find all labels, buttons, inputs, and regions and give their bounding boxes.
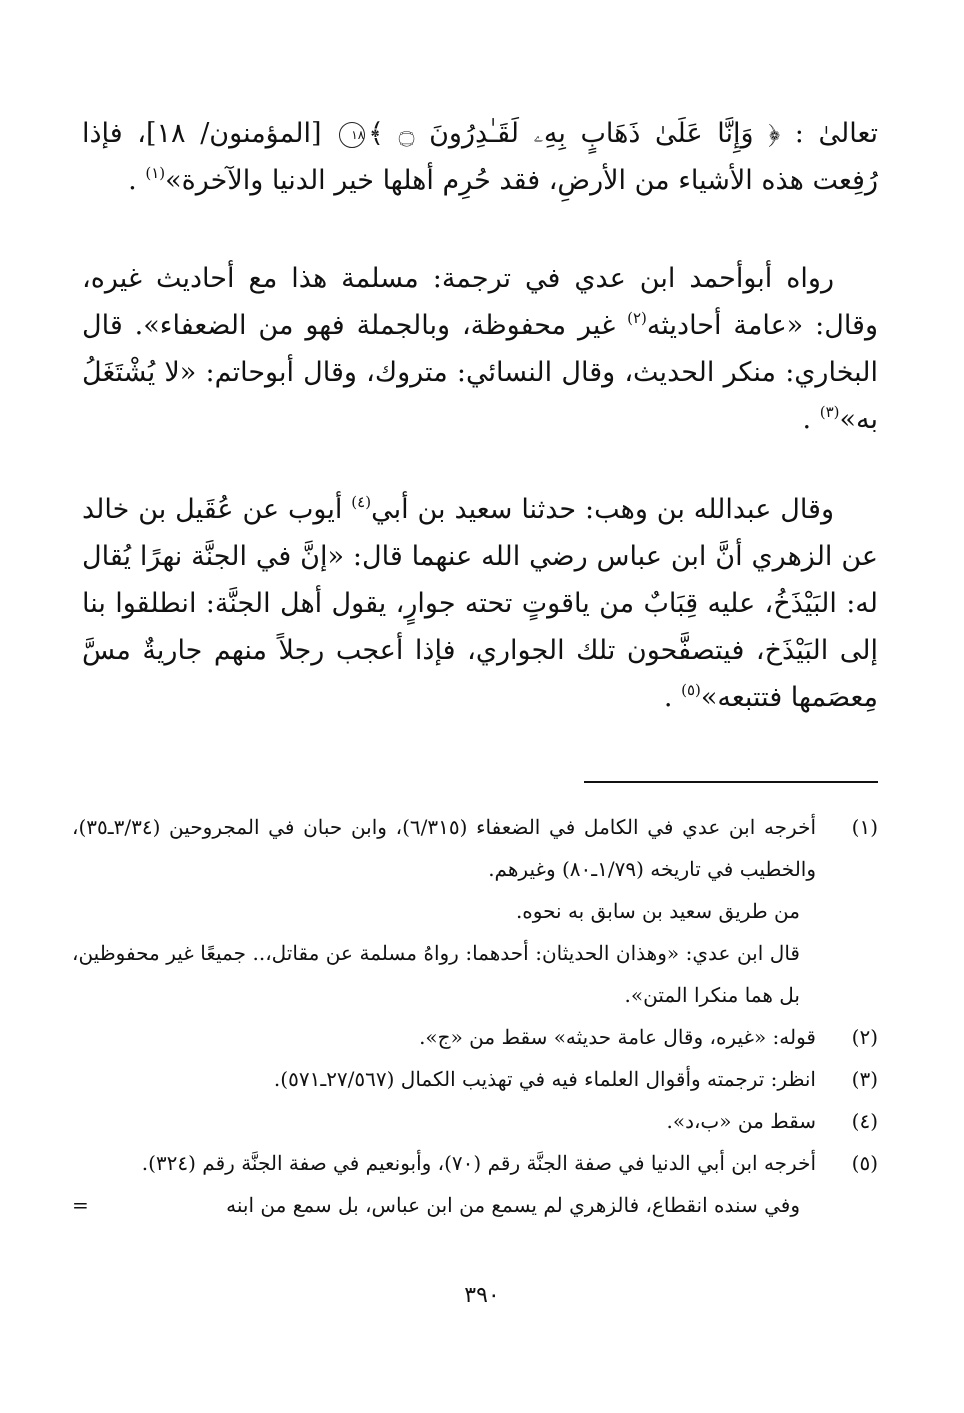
footnote-text: قوله: «غيره، وقال عامة حديثه» سقط من «ج».: [419, 1025, 816, 1049]
footnote-ref-3[interactable]: (٣): [819, 403, 840, 421]
ayah-number-mark: ١٨: [339, 122, 365, 148]
footnote-number: (١): [851, 815, 878, 839]
quran-verse: ﴿ وَإِنَّا عَلَىٰ ذَهَابٍ بِهِۦ لَقَـٰدِرُونَ ۝ ﴾: [368, 118, 781, 149]
footnote-text: من طريق سعيد بن سابق به نحوه.: [515, 899, 800, 923]
main-paragraph-2: [82, 255, 878, 443]
footnote-ref-2[interactable]: (٢): [627, 309, 647, 327]
para2-end: .: [802, 404, 820, 435]
para2-text-2: غير محفوظة، وبالجملة فهو من الضعفاء». قال البخاري: منكر الحديث، وقال النسائي: متروك، وقال أبوحاتم: «لا يُشْتَغَلُ به»: [82, 310, 878, 435]
footnote-text: أخرجه ابن أبي الدنيا في صفة الجنَّة رقم (٧٠)، وأبونعيم في صفة الجنَّة رقم (٣٢٤).: [141, 1151, 816, 1175]
footnote-3: [72, 1058, 878, 1100]
para3-text-2: أيوب عن عُقَيل بن خالد عن الزهري أنَّ ابن عباس رضي الله عنهما قال: «إنَّ في الجنَّة نهرًا يُقال له: البَيْذَخُ، عليه قِبَابٌ من ياقوتٍ تحته جوارٍ، يقول أهل الجنَّة: انطلقوا بنا إلى البَيْذَخ، فيتصفَّحون تلك الجواري، فإذا أعجب رجلاً منهم جاريةٌ مسَّ مِعصَمها فتتبعه»: [82, 494, 878, 713]
footnote-ref-5[interactable]: (٥): [681, 681, 701, 699]
footnote-1-quote: [72, 932, 878, 1016]
para2-text-1: رواه أبوأحمد ابن عدي في ترجمة: مسلمة هذا مع أحاديث غيره، وقال: «عامة أحاديثه: [82, 263, 878, 341]
footnote-text: انظر: ترجمته وأقوال العلماء فيه في تهذيب الكمال (٢٧/٥٦٧ـ٥٧١).: [273, 1067, 816, 1091]
footnote-number: (٤): [851, 1109, 878, 1133]
continued-mark: =: [72, 1193, 89, 1217]
footnotes-section: [72, 806, 878, 1226]
para1-prefix: تعالىٰ :: [780, 118, 878, 149]
para1-text: [المؤمنون/ ١٨]، فإذا رُفِعت هذه الأشياء من الأرضِ، فقد حُرِم أهلها خير الدنيا والآخرة»: [82, 118, 878, 196]
footnote-4: [72, 1100, 878, 1142]
footnote-number: (٥): [851, 1151, 878, 1175]
footnote-5-continuation: [72, 1184, 878, 1226]
footnote-text: وفي سنده انقطاع، فالزهري لم يسمع من ابن عباس، بل سمع من ابنه: [226, 1193, 800, 1217]
footnote-1: [72, 806, 878, 890]
footnote-2: [72, 1016, 878, 1058]
para3-text-1: وقال عبدالله بن وهب: حدثنا سعيد بن أبي: [371, 494, 834, 525]
para1-end: .: [128, 165, 146, 196]
footnote-text: قال ابن عدي: «وهذان الحديثان: أحدهما: رواهُ مسلمة عن مقاتل،.. جميعًا غير محفوظين، بل هما منكرا المتن».: [72, 941, 800, 1007]
main-paragraph-1: [82, 110, 878, 204]
main-paragraph-3: [82, 486, 878, 721]
footnote-ref-4[interactable]: (٤): [351, 493, 372, 511]
footnote-text: سقط من «ب،د».: [666, 1109, 816, 1133]
footnote-ref-1[interactable]: (١): [145, 164, 166, 182]
footnote-1-continuation: [72, 890, 878, 932]
footnote-separator: [584, 781, 878, 783]
footnote-number: (٣): [851, 1067, 878, 1091]
footnote-number: (٢): [851, 1025, 878, 1049]
page-number: ٣٩٠: [464, 1283, 500, 1308]
para3-end: .: [663, 682, 682, 713]
footnote-text: أخرجه ابن عدي في الكامل في الضعفاء (٦/٣١٥)، وابن حبان في المجروحين (٣/٣٤ـ٣٥)، والخطيب في تاريخه (١/٧٩ـ٨٠) وغيرهم.: [72, 815, 816, 881]
footnote-5: [72, 1142, 878, 1184]
